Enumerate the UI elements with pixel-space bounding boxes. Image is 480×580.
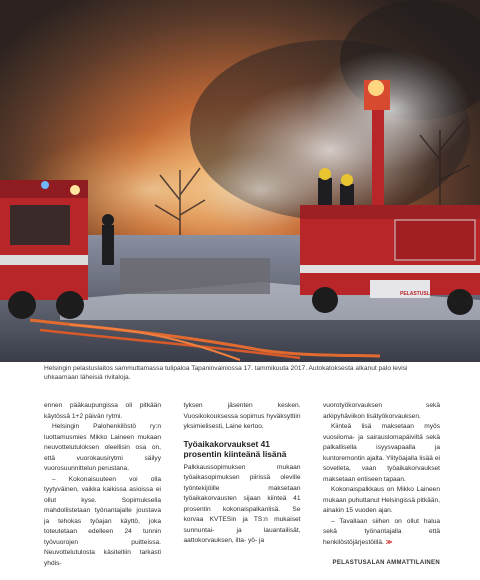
paragraph <box>323 517 440 549</box>
paragraph-text: – Tavallaan siihen on ollut halua sekä työnantajalla että henkilöstöjärjestöillä. <box>323 517 440 546</box>
paragraph: Kiinteä lisä maksetaan myös vuosiloma- ja sairauslomapäiviltä sekä palkallisella isyysvapaalla ja kuntoremontin ajalta. Ylityöajalla lisää ei sovelleta, vaan työaikakorvaukset maksetaan entiseen tapaan. <box>323 423 440 483</box>
fence <box>120 258 270 294</box>
photo-caption: Helsingin pelastuslaitos sammuttamassa tulipaloa Tapaninvainiossa 17. tammikuuta 2017. Autokatoksesta alkanut palo levisi uhkaamaan läheisiä rivitaloja. <box>44 365 408 381</box>
paragraph: Palkkaussopimuksen mukaan työaikasopimuksen piirissä oleville työntekijöille maksetaan työaikakorvausten sijaan kiinteä 41 prosentin kokonaispalkanlisä. Se korvaa KVTESin ja TS:n mukaiset sunnuntai- ja lauantailisät, aattokorvauksen, ilta- yö- ja <box>183 463 301 544</box>
paragraph: tyksen jäsenten kesken. Vuosikokouksessa sopimus hyväksyttiin yksimielisesti, Laine kertoo. <box>183 402 301 430</box>
paragraph: ennen pääkaupungissa oli pitkään käytössä 1+2 päivän rytmi. <box>44 402 161 420</box>
magazine-footer: PELASTUSALAN AMMATTILAINEN <box>332 560 440 566</box>
column-1 <box>44 401 161 567</box>
paragraph: Helsingin Palohenkilöstö ry:n luottamusmies Mikko Laineen mukaan neuvottelutuloksen oleellisin osa on, että vuorokausirytmi säilyy vuorosuunnittelun perustana. <box>44 423 161 472</box>
paragraph: vuorotyökorvauksen sekä arkipyhäviikon lisätyökorvauksen. <box>323 402 440 420</box>
fire-truck-left <box>0 180 88 319</box>
end-mark-icon: ≫ <box>385 538 393 546</box>
paragraph: – Kokonaisuuteen voi olla tyytyväinen, vaikka kaikissa asioissa ei ollut kyse. Sopimuksella mahdollistetaan työnantajalle joustava ja tehokas työajan käyttö, joka toteutetaan edelleen 24 tunnin työvuorojen puitteissa. Neuvottelutulosta käsiteltiin tarkasti yhdis- <box>44 475 161 567</box>
paragraph: Kokonaispalkkaus on Mikko Laineen mukaan puhuttanut Helsingissä pitkään, ainakin 15 vuoden ajan. <box>323 486 440 514</box>
column-3 <box>323 401 440 546</box>
section-subheading: Työaikakorvaukset 41 prosentin kiinteänä lisänä <box>183 438 287 459</box>
column-2 <box>183 401 301 544</box>
vehicle-marking: PELASTUSLAITOS <box>400 291 445 297</box>
